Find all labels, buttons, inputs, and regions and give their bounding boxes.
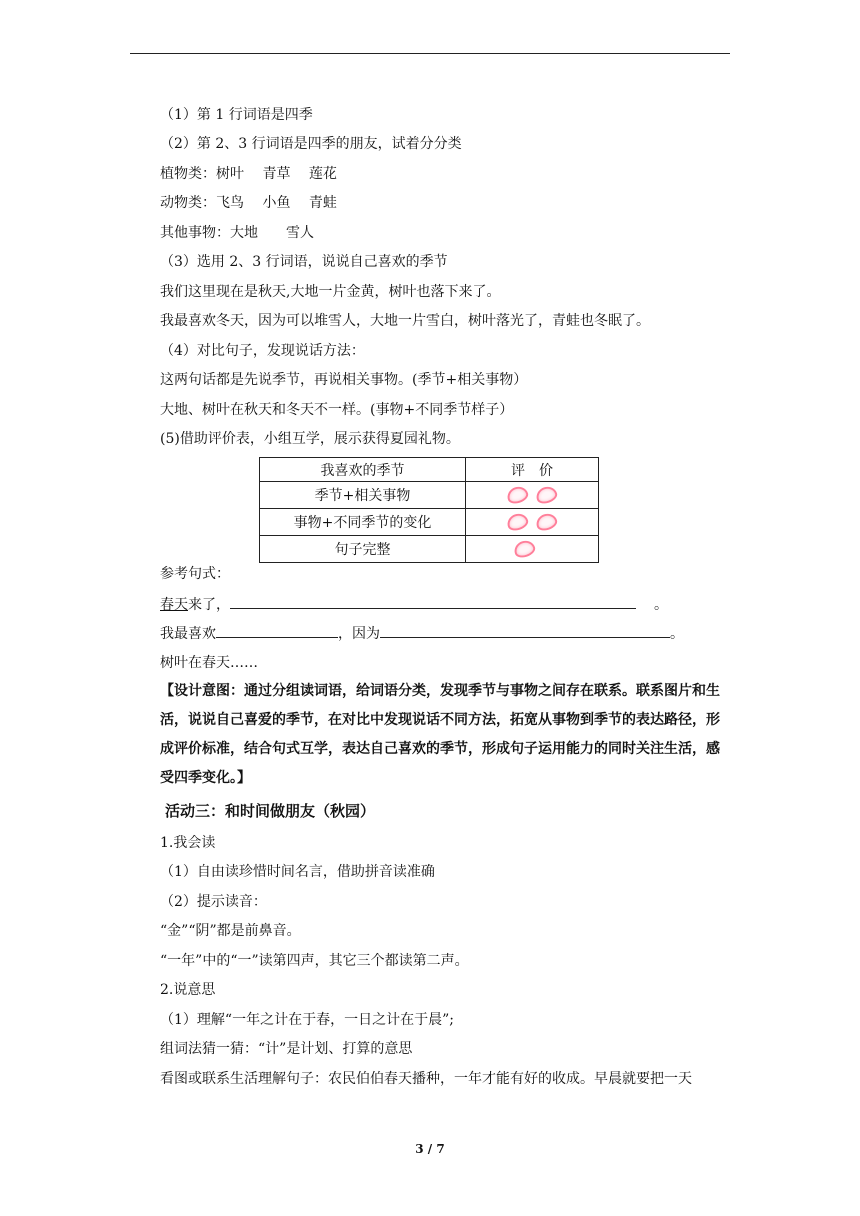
table-row: [260, 482, 599, 509]
text-line: （1）第 1 行词语是四季: [160, 107, 313, 123]
blank-line: [380, 623, 670, 638]
text-line: “一年”中的“一”读第四声，其它三个都读第二声。: [160, 953, 469, 969]
table-row: [260, 509, 599, 536]
header-item: 我喜欢的季节: [260, 458, 466, 482]
table-row: [260, 536, 599, 563]
reference-sentence-2: [160, 623, 684, 644]
seal-icon: [505, 484, 530, 506]
table-header-row: [260, 458, 599, 482]
seal-icon: [534, 484, 559, 506]
text-line: （1）理解“一年之计在于春，一日之计在于晨”;: [160, 1012, 454, 1028]
design-intent: [160, 677, 730, 793]
seal-icon: [534, 511, 559, 533]
text-line: （4）对比句子，发现说话方法：: [160, 343, 365, 359]
text-line: （2）提示读音：: [160, 894, 267, 910]
text-line: 动物类：飞鸟 小鱼 青蛙: [160, 195, 337, 211]
season-word: 春天: [160, 597, 188, 613]
blank-line: [216, 623, 338, 638]
row-item: 季节+相关事物: [260, 482, 466, 509]
row-item: 句子完整: [260, 536, 466, 563]
design-intent-text: 【设计意图：通过分组读词语，给词语分类，发现季节与事物之间存在联系。联系图片和生活，说说自己喜爱的季节，在对比中发现说话不同方法，拓宽从事物到季节的表达路径，形成评价标准，结合句式互学，表达自己喜欢的季节，形成句子运用能力的同时关注生活，感受四季变化。】: [160, 683, 720, 786]
reference-title: 参考句式：: [160, 566, 230, 582]
sentence-end: 。: [654, 597, 668, 613]
evaluation-table: [259, 457, 599, 563]
text-line: 2.说意思: [160, 982, 216, 998]
text-line: 我们这里现在是秋天,大地一片金黄，树叶也落下来了。: [160, 284, 501, 300]
page-number: 3 / 7: [415, 1142, 445, 1156]
sentence-text: 我最喜欢: [160, 626, 216, 642]
header-rule: [130, 53, 730, 54]
text-line: 组词法猜一猜：“计”是计划、打算的意思: [160, 1041, 413, 1057]
blank-line: [230, 594, 636, 609]
text-line: 植物类：树叶 青草 莲花: [160, 166, 337, 182]
text-line: 1.我会读: [160, 835, 216, 851]
seal-icon: [505, 511, 530, 533]
row-rating: [466, 482, 599, 509]
text-line: 我最喜欢冬天，因为可以堆雪人，大地一片雪白，树叶落光了，青蛙也冬眠了。: [160, 313, 650, 329]
row-rating: [466, 536, 599, 563]
text-line: “金”“阴”都是前鼻音。: [160, 923, 301, 939]
sentence-end: 。: [670, 626, 684, 642]
sentence-text: ，因为: [338, 626, 380, 642]
text-line: （3）选用 2、3 行词语，说说自己喜欢的季节: [160, 254, 448, 270]
reference-sentence-1: [160, 594, 668, 615]
text-line: (5)借助评价表，小组互学，展示获得夏园礼物。: [160, 431, 460, 447]
activity-title: 活动三：和时间做朋友（秋园）: [165, 802, 376, 820]
text-line: 看图或联系生活理解句子：农民伯伯春天播种，一年才能有好的收成。早晨就要把一天: [160, 1071, 692, 1087]
text-line: （2）第 2、3 行词语是四季的朋友，试着分分类: [160, 136, 462, 152]
text-line: 其他事物：大地 雪人: [160, 225, 314, 241]
text-line: （1）自由读珍惜时间名言，借助拼音读准确: [160, 864, 435, 880]
text-line: 大地、树叶在秋天和冬天不一样。(事物+不同季节样子）: [160, 402, 514, 418]
seal-icon: [512, 538, 537, 560]
row-item: 事物+不同季节的变化: [260, 509, 466, 536]
reference-sentence-3: 树叶在春天……: [160, 655, 258, 671]
header-eval: 评 价: [466, 458, 599, 482]
sentence-text: 来了，: [188, 597, 230, 613]
text-line: 这两句话都是先说季节，再说相关事物。(季节+相关事物）: [160, 372, 528, 388]
row-rating: [466, 509, 599, 536]
